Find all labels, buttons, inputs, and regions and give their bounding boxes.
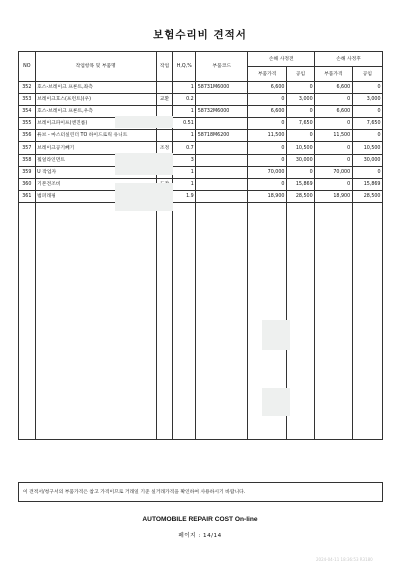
cell-no: 354 (19, 106, 36, 118)
col-after-group: 손해 사정후 (315, 52, 383, 67)
cell-item: 범퍼래핑 (35, 190, 156, 202)
cell-item: 튜브 - 마스터실린더 TO 하이드로릭 유니트 (35, 130, 156, 142)
col-before-group: 손해 사정전 (248, 52, 315, 67)
cell-before-labor: 0 (286, 166, 314, 178)
col-part-code: 부품코드 (196, 52, 248, 82)
col-hqty: H,Q,% (173, 52, 196, 82)
cell-before-labor: 0 (286, 82, 314, 94)
cell-hqty: 0.51 (173, 118, 196, 130)
table-row (19, 94, 383, 106)
cell-before-price: 70,000 (248, 166, 287, 178)
cell-item: 휠얼라인먼트 (35, 154, 156, 166)
cell-no: 361 (19, 190, 36, 202)
cell-work (156, 82, 173, 94)
redaction-block (115, 153, 173, 175)
cell-hqty: 1.9 (173, 190, 196, 202)
disclaimer-note: 이 견적서/청구서의 부품가격은 참고 가격이므로 거래일 기준 실거래가격을 확인하여 사용하시기 바랍니다. (18, 482, 383, 502)
cell-part-code (196, 142, 248, 154)
cell-after-labor: 3,000 (352, 94, 382, 106)
table-row (19, 178, 383, 190)
col-work: 작업 (156, 52, 173, 82)
cell-hqty: 3 (173, 154, 196, 166)
cell-before-price: 0 (248, 154, 287, 166)
table-body (19, 82, 383, 440)
empty-cell (156, 202, 173, 439)
table-row (19, 142, 383, 154)
cell-part-code (196, 178, 248, 190)
cell-item: 브레이크호스(프런트)(우) (35, 94, 156, 106)
cell-no: 357 (19, 142, 36, 154)
cell-after-labor: 0 (352, 130, 382, 142)
cell-no: 360 (19, 178, 36, 190)
empty-row (19, 202, 383, 439)
redaction-block (115, 116, 173, 128)
cell-no: 359 (19, 166, 36, 178)
cell-after-labor: 0 (352, 106, 382, 118)
cell-before-price: 6,600 (248, 106, 287, 118)
cell-hqty: 1 (173, 178, 196, 190)
redaction-block (262, 388, 290, 416)
cell-after-labor: 15,869 (352, 178, 382, 190)
table-row (19, 130, 383, 142)
table-row (19, 106, 383, 118)
cell-work (156, 130, 173, 142)
cell-hqty: 1 (173, 166, 196, 178)
table-row (19, 190, 383, 202)
cell-before-labor: 30,000 (286, 154, 314, 166)
cell-hqty: 0.7 (173, 142, 196, 154)
table-row (19, 82, 383, 94)
cell-after-labor: 10,500 (352, 142, 382, 154)
cell-before-price: 11,500 (248, 130, 287, 142)
cell-before-labor: 7,650 (286, 118, 314, 130)
cell-before-price: 18,900 (248, 190, 287, 202)
empty-cell (286, 202, 314, 439)
cell-after-price: 0 (315, 154, 353, 166)
cell-after-labor: 0 (352, 166, 382, 178)
cell-after-price: 70,000 (315, 166, 353, 178)
cell-item: 기본견조비 (35, 178, 156, 190)
cell-part-code: 58731M6000 (196, 82, 248, 94)
cell-before-price: 0 (248, 94, 287, 106)
cell-no: 356 (19, 130, 36, 142)
cell-no: 353 (19, 94, 36, 106)
col-before-price: 부품가격 (248, 67, 287, 82)
cell-before-labor: 3,000 (286, 94, 314, 106)
page-number: 페이지 : 14/14 (178, 533, 222, 539)
cell-before-labor: 0 (286, 130, 314, 142)
cell-hqty: 1 (173, 106, 196, 118)
print-timestamp: 2024-04-11 18:36:53 R3180 (316, 557, 373, 562)
redaction-block (115, 183, 173, 211)
cell-before-price: 0 (248, 118, 287, 130)
col-after-labor: 공임 (352, 67, 382, 82)
col-item: 작업항목 및 부품명 (35, 52, 156, 82)
cell-work: 교환 (156, 94, 173, 106)
cell-after-price: 6,600 (315, 106, 353, 118)
empty-cell (19, 202, 36, 439)
table-row (19, 154, 383, 166)
cell-hqty: 0.2 (173, 94, 196, 106)
cell-item: 브레이크공기빼기 (35, 142, 156, 154)
cell-no: 355 (19, 118, 36, 130)
cell-before-price: 6,600 (248, 82, 287, 94)
estimate-table (18, 51, 383, 440)
cell-part-code: 58718M6200 (196, 130, 248, 142)
cell-after-price: 11,500 (315, 130, 353, 142)
brand-label: AUTOMOBILE REPAIR COST On-line (142, 516, 258, 523)
cell-after-labor: 7,650 (352, 118, 382, 130)
table-row (19, 166, 383, 178)
cell-before-labor: 0 (286, 106, 314, 118)
cell-part-code (196, 118, 248, 130)
empty-cell (173, 202, 196, 439)
cell-after-labor: 0 (352, 82, 382, 94)
cell-work: 조정 (156, 142, 173, 154)
table-row (19, 118, 383, 130)
cell-after-price: 6,600 (315, 82, 353, 94)
redaction-block (262, 320, 290, 350)
cell-no: 352 (19, 82, 36, 94)
empty-cell (196, 202, 248, 439)
col-before-labor: 공임 (286, 67, 314, 82)
cell-before-labor: 10,500 (286, 142, 314, 154)
cell-before-labor: 28,500 (286, 190, 314, 202)
cell-no: 358 (19, 154, 36, 166)
col-no: NO (19, 52, 36, 82)
cell-after-price: 0 (315, 178, 353, 190)
document-title: 보험수리비 견적서 (153, 29, 247, 41)
cell-part-code (196, 154, 248, 166)
cell-after-price: 0 (315, 118, 353, 130)
cell-after-labor: 30,000 (352, 154, 382, 166)
cell-after-price: 18,900 (315, 190, 353, 202)
col-after-price: 부품가격 (315, 67, 353, 82)
cell-before-price: 0 (248, 178, 287, 190)
cell-after-labor: 28,500 (352, 190, 382, 202)
cell-after-price: 0 (315, 142, 353, 154)
cell-before-labor: 15,869 (286, 178, 314, 190)
cell-part-code (196, 94, 248, 106)
empty-cell (35, 202, 156, 439)
empty-cell (315, 202, 353, 439)
cell-before-price: 0 (248, 142, 287, 154)
cell-item: 호스-브레이크 프론트,좌측 (35, 82, 156, 94)
cell-item: 브레이크파이프(앤진룸) (35, 118, 156, 130)
cell-item: U 작업자 (35, 166, 156, 178)
cell-after-price: 0 (315, 94, 353, 106)
cell-hqty: 1 (173, 82, 196, 94)
cell-item: 호스-브레이크 프론트,우측 (35, 106, 156, 118)
cell-hqty: 1 (173, 130, 196, 142)
cell-part-code (196, 166, 248, 178)
empty-cell (352, 202, 382, 439)
cell-part-code (196, 190, 248, 202)
cell-part-code: 58732M6000 (196, 106, 248, 118)
